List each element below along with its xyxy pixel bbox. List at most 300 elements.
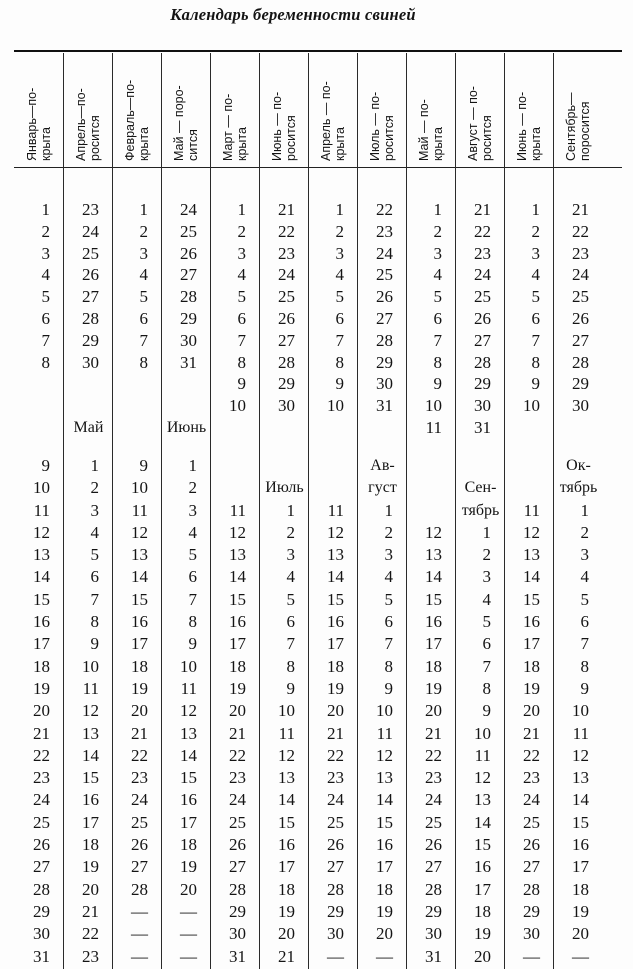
table-cell: 17 [327, 634, 344, 654]
table-cell: 21 [572, 200, 589, 219]
table-cell: 26 [327, 835, 344, 855]
table-cell: 21 [474, 200, 491, 219]
table-cell: 15 [425, 589, 442, 609]
column-header-line: Май — по- [416, 99, 431, 161]
table-cell: 13 [33, 545, 50, 565]
table-cell: 19 [376, 901, 393, 921]
table-cell: 14 [376, 790, 393, 810]
table-cell: 16 [33, 612, 50, 632]
table-cell: 6 [41, 308, 50, 328]
table-cell [406, 477, 455, 499]
table-cell [406, 500, 455, 522]
table-cell: 14 [131, 567, 148, 587]
table-cell: 8 [41, 352, 50, 372]
table-cell: 7 [531, 330, 540, 350]
table-cell: 23 [523, 768, 540, 788]
table-cell: 16 [82, 790, 99, 810]
table-cell: 22 [82, 924, 99, 944]
table-cell: 4 [335, 265, 344, 285]
table-cell: 9 [384, 678, 393, 698]
table-cell: 7 [580, 634, 589, 654]
column-header [14, 54, 63, 166]
table-cell: 5 [237, 287, 246, 307]
table-cell: 5 [384, 589, 393, 609]
table-cell: 19 [425, 678, 442, 698]
column-header-text [515, 57, 543, 161]
table-cell: 2 [482, 545, 491, 565]
table-cell: 28 [572, 352, 589, 372]
table-cell: 29 [425, 901, 442, 921]
table-cell: 18 [523, 656, 540, 676]
table-cell: 17 [131, 634, 148, 654]
table-cell: 24 [327, 790, 344, 810]
table-cell: 3 [237, 243, 246, 263]
table-cell: 1 [139, 200, 148, 219]
table-cell: 19 [229, 678, 246, 698]
table-cell: 21 [523, 723, 540, 743]
column-header-line: росится [479, 115, 494, 161]
table-cell: 23 [327, 768, 344, 788]
table-cell: 12 [425, 522, 442, 542]
table-cell: 11 [278, 723, 295, 743]
column-header-line: Сентябрь— [563, 92, 578, 161]
table-cell: 17 [33, 634, 50, 654]
table-cell: 10 [278, 701, 295, 721]
column-header-line: крыта [528, 127, 543, 161]
table-cell: — [327, 946, 344, 966]
table-cell: 29 [33, 901, 50, 921]
table-cell: 25 [572, 287, 589, 307]
table-cell: 16 [327, 612, 344, 632]
column-header-line: крыта [430, 127, 445, 161]
table-cell: 20 [82, 879, 99, 899]
table-cell: 20 [278, 924, 295, 944]
table-cell: 6 [335, 308, 344, 328]
table-cell: 31 [180, 352, 197, 372]
table-cell: 7 [237, 330, 246, 350]
column-header [455, 54, 504, 166]
column-header-text [417, 57, 445, 161]
table-cell: 9 [531, 374, 540, 394]
table-cell: 1 [188, 456, 197, 475]
table-cell: 18 [474, 901, 491, 921]
table-cell: 6 [433, 308, 442, 328]
table-cell: 11 [474, 745, 491, 765]
table-cell: 25 [327, 812, 344, 832]
table-cell: 24 [572, 265, 589, 285]
table-cell: 14 [229, 567, 246, 587]
table-cell: 22 [278, 221, 295, 241]
table-cell: 2 [286, 522, 295, 542]
table-cell: 9 [286, 678, 295, 698]
table-cell [14, 417, 63, 439]
column-divider [553, 53, 554, 969]
table-cell: 18 [131, 656, 148, 676]
table-cell: 31 [376, 396, 393, 416]
column-header [210, 54, 259, 166]
table-cell: 6 [580, 612, 589, 632]
table-cell: 13 [180, 723, 197, 743]
page-title: Календарь беременности свиней [170, 5, 416, 24]
table-cell: 19 [327, 678, 344, 698]
table-cell: 30 [33, 924, 50, 944]
table-cell: 19 [82, 857, 99, 877]
column-divider [259, 53, 260, 969]
table-cell: 14 [474, 812, 491, 832]
table-cell: 1 [335, 200, 344, 219]
table-cell [553, 417, 602, 439]
table-cell: 7 [286, 634, 295, 654]
column-divider [210, 53, 211, 969]
table-cell: 27 [229, 857, 246, 877]
table-cell: 9 [41, 456, 50, 475]
table-cell: 18 [376, 879, 393, 899]
table-cell: 11 [82, 678, 99, 698]
table-cell: 11 [229, 500, 246, 520]
table-cell: 1 [90, 456, 99, 475]
table-cell: 3 [531, 243, 540, 263]
table-cell: 16 [523, 612, 540, 632]
table-cell: 2 [237, 221, 246, 241]
table-cell: 22 [131, 745, 148, 765]
column-divider [308, 53, 309, 969]
table-cell: — [131, 901, 148, 921]
table-cell: 22 [33, 745, 50, 765]
table-cell: 10 [376, 701, 393, 721]
table-cell: 12 [278, 745, 295, 765]
table-cell: 27 [572, 330, 589, 350]
table-cell: 22 [572, 221, 589, 241]
table-cell: 7 [41, 330, 50, 350]
table-cell [63, 373, 112, 395]
table-cell: 5 [433, 287, 442, 307]
table-cell: 9 [335, 374, 344, 394]
table-cell: 24 [131, 790, 148, 810]
column-header-line: росится [381, 115, 396, 161]
table-cell: — [131, 924, 148, 944]
table-cell: 12 [474, 768, 491, 788]
table-cell [406, 455, 455, 477]
table-cell: 21 [229, 723, 246, 743]
table-cell: 11 [376, 723, 393, 743]
column-header-line: Июнь — по- [269, 91, 284, 161]
column-header [553, 54, 602, 166]
table-cell: 29 [180, 308, 197, 328]
table-cell: 19 [474, 924, 491, 944]
top-rule [14, 50, 622, 52]
table-cell: 22 [229, 745, 246, 765]
table-cell: 1 [384, 500, 393, 520]
column-header-line: крыта [136, 127, 151, 161]
table-cell: 5 [41, 287, 50, 307]
table-cell: 30 [523, 924, 540, 944]
table-cell: 9 [433, 374, 442, 394]
table-cell: 14 [82, 745, 99, 765]
column-header-line: Апрель—по- [73, 88, 88, 161]
table-cell: 24 [376, 243, 393, 263]
table-cell: 27 [376, 308, 393, 328]
column-header-line: Август — по- [465, 86, 480, 161]
table-cell: 19 [523, 678, 540, 698]
table-cell: 8 [384, 656, 393, 676]
table-cell: 22 [327, 745, 344, 765]
table-cell: 17 [229, 634, 246, 654]
table-cell: 28 [474, 352, 491, 372]
table-cell: 3 [482, 567, 491, 587]
table-cell: 12 [376, 745, 393, 765]
table-cell [504, 417, 553, 439]
table-cell: 19 [131, 678, 148, 698]
table-cell: 31 [229, 946, 246, 966]
table-cell: 1 [580, 500, 589, 520]
column-header-line: Июль — по- [367, 91, 382, 161]
column-divider [406, 53, 407, 969]
table-cell: 25 [229, 812, 246, 832]
table-cell: 17 [278, 857, 295, 877]
table-cell: 26 [376, 287, 393, 307]
table-cell: 11 [131, 500, 148, 520]
table-cell: 5 [286, 589, 295, 609]
table-cell: 19 [180, 857, 197, 877]
table-cell: 6 [531, 308, 540, 328]
table-cell: 16 [474, 857, 491, 877]
table-cell: 11 [327, 500, 344, 520]
table-cell: 7 [433, 330, 442, 350]
table-cell: 9 [580, 678, 589, 698]
table-cell: 10 [572, 701, 589, 721]
column-header-text [74, 57, 102, 161]
table-cell: 15 [474, 835, 491, 855]
table-cell: 10 [425, 396, 442, 416]
table-cell: 8 [482, 678, 491, 698]
table-cell: 26 [229, 835, 246, 855]
table-cell: 22 [523, 745, 540, 765]
table-cell: 27 [327, 857, 344, 877]
column-header-text [466, 57, 494, 161]
table-cell: 14 [425, 567, 442, 587]
table-cell: 30 [82, 352, 99, 372]
table-cell: 23 [131, 768, 148, 788]
table-cell: 31 [425, 946, 442, 966]
table-cell: 28 [523, 879, 540, 899]
table-cell: 8 [531, 352, 540, 372]
table-cell: 17 [474, 879, 491, 899]
table-cell: 8 [188, 612, 197, 632]
table-cell: 7 [384, 634, 393, 654]
table-cell: 22 [474, 221, 491, 241]
table-cell: 30 [229, 924, 246, 944]
table-cell: 19 [572, 901, 589, 921]
table-cell: 15 [523, 589, 540, 609]
table-cell: 6 [237, 308, 246, 328]
column-header [357, 54, 406, 166]
table-cell: 30 [425, 924, 442, 944]
table-cell: 16 [229, 612, 246, 632]
column-header-text [172, 57, 200, 161]
table-cell: 30 [327, 924, 344, 944]
column-header-line: крыта [38, 127, 53, 161]
table-cell: 29 [376, 352, 393, 372]
table-cell: 8 [286, 656, 295, 676]
table-cell [210, 477, 259, 499]
table-cell [210, 417, 259, 439]
table-cell [14, 373, 63, 395]
column-header-line: Февраль—по- [122, 79, 137, 161]
table-cell: 24 [474, 265, 491, 285]
table-cell: 27 [131, 857, 148, 877]
table-cell: 25 [82, 243, 99, 263]
month-label: Ок- [566, 457, 591, 474]
table-cell: 21 [82, 901, 99, 921]
table-cell: 15 [327, 589, 344, 609]
table-cell: 14 [523, 567, 540, 587]
table-cell: 23 [33, 768, 50, 788]
table-cell: 5 [188, 545, 197, 565]
table-cell: 17 [425, 634, 442, 654]
table-cell: 16 [425, 612, 442, 632]
table-cell: 27 [425, 857, 442, 877]
table-cell: 26 [82, 265, 99, 285]
table-cell: 1 [286, 500, 295, 520]
table-cell: 1 [482, 522, 491, 542]
table-cell: 15 [229, 589, 246, 609]
table-cell: 13 [82, 723, 99, 743]
column-header [504, 54, 553, 166]
table-cell: 9 [139, 456, 148, 475]
table-cell: 13 [523, 545, 540, 565]
table-cell [161, 395, 210, 417]
table-cell: 30 [572, 396, 589, 416]
table-cell: 29 [229, 901, 246, 921]
table-cell: 18 [327, 656, 344, 676]
table-cell: 17 [523, 634, 540, 654]
column-divider [455, 53, 456, 969]
table-cell: 4 [531, 265, 540, 285]
table-cell: 25 [523, 812, 540, 832]
table-cell: 16 [278, 835, 295, 855]
table-cell: 24 [523, 790, 540, 810]
table-cell: 13 [425, 545, 442, 565]
column-header-line: Июнь — по- [514, 91, 529, 161]
table-cell [455, 455, 504, 477]
table-cell: 1 [531, 200, 540, 219]
table-cell: 27 [33, 857, 50, 877]
table-cell: 15 [180, 768, 197, 788]
table-cell: 12 [523, 522, 540, 542]
column-header-text [270, 57, 298, 161]
table-cell [112, 395, 161, 417]
table-cell: 11 [425, 417, 442, 437]
table-cell: 21 [278, 200, 295, 219]
table-cell: 28 [131, 879, 148, 899]
table-cell: 11 [523, 500, 540, 520]
table-cell: 20 [33, 701, 50, 721]
table-cell: 27 [278, 330, 295, 350]
month-label: Май [73, 418, 104, 436]
column-header [161, 54, 210, 166]
table-cell: 24 [229, 790, 246, 810]
table-cell: 16 [180, 790, 197, 810]
table-cell: 28 [82, 308, 99, 328]
month-label: Ав- [370, 457, 395, 474]
column-header-text [221, 57, 249, 161]
table-cell: 4 [433, 265, 442, 285]
table-cell: 15 [572, 812, 589, 832]
table-cell: 6 [139, 308, 148, 328]
table-cell: 29 [82, 330, 99, 350]
column-header-text [319, 57, 347, 161]
table-cell: 8 [139, 352, 148, 372]
table-cell: 29 [474, 374, 491, 394]
table-cell: 22 [425, 745, 442, 765]
table-cell [357, 417, 406, 439]
table-cell: 2 [580, 522, 589, 542]
table-cell: 22 [376, 200, 393, 219]
table-cell: 23 [278, 243, 295, 263]
table-cell: 24 [278, 265, 295, 285]
table-cell: 12 [180, 701, 197, 721]
column-divider [357, 53, 358, 969]
table-cell: 20 [327, 701, 344, 721]
table-cell: 18 [229, 656, 246, 676]
table-cell: 5 [482, 612, 491, 632]
table-cell [308, 417, 357, 439]
table-cell: 4 [188, 522, 197, 542]
table-cell: 23 [572, 243, 589, 263]
table-cell: 17 [376, 857, 393, 877]
table-cell: 28 [376, 330, 393, 350]
table-cell: 25 [425, 812, 442, 832]
table-cell: 5 [139, 287, 148, 307]
table-cell: 5 [580, 589, 589, 609]
table-cell: 13 [327, 545, 344, 565]
table-cell: 11 [572, 723, 589, 743]
table-cell: 23 [82, 946, 99, 966]
column-header-line: росится [283, 115, 298, 161]
table-cell: 14 [33, 567, 50, 587]
table-cell: 29 [278, 374, 295, 394]
table-cell: 26 [523, 835, 540, 855]
table-cell: 5 [90, 545, 99, 565]
table-cell: 4 [90, 522, 99, 542]
table-cell: 15 [82, 768, 99, 788]
table-cell [259, 455, 308, 477]
month-label: Сен- [464, 479, 497, 497]
table-cell: — [376, 946, 393, 966]
table-cell: 2 [433, 221, 442, 241]
table-cell: 24 [82, 221, 99, 241]
table-cell: 17 [82, 812, 99, 832]
table-cell: 28 [425, 879, 442, 899]
table-cell [504, 477, 553, 499]
table-cell: 4 [41, 265, 50, 285]
table-cell [112, 417, 161, 439]
table-cell: 2 [41, 221, 50, 241]
table-cell: 1 [237, 200, 246, 219]
column-header-text [123, 57, 151, 161]
table-cell: 23 [82, 200, 99, 219]
table-cell: 26 [474, 308, 491, 328]
table-cell: 25 [180, 221, 197, 241]
table-cell: 13 [474, 790, 491, 810]
table-cell: 3 [384, 545, 393, 565]
table-cell: 9 [237, 374, 246, 394]
table-cell: 15 [33, 589, 50, 609]
table-cell: 3 [335, 243, 344, 263]
table-cell: 27 [180, 265, 197, 285]
column-header [259, 54, 308, 166]
table-cell: 3 [188, 500, 197, 520]
